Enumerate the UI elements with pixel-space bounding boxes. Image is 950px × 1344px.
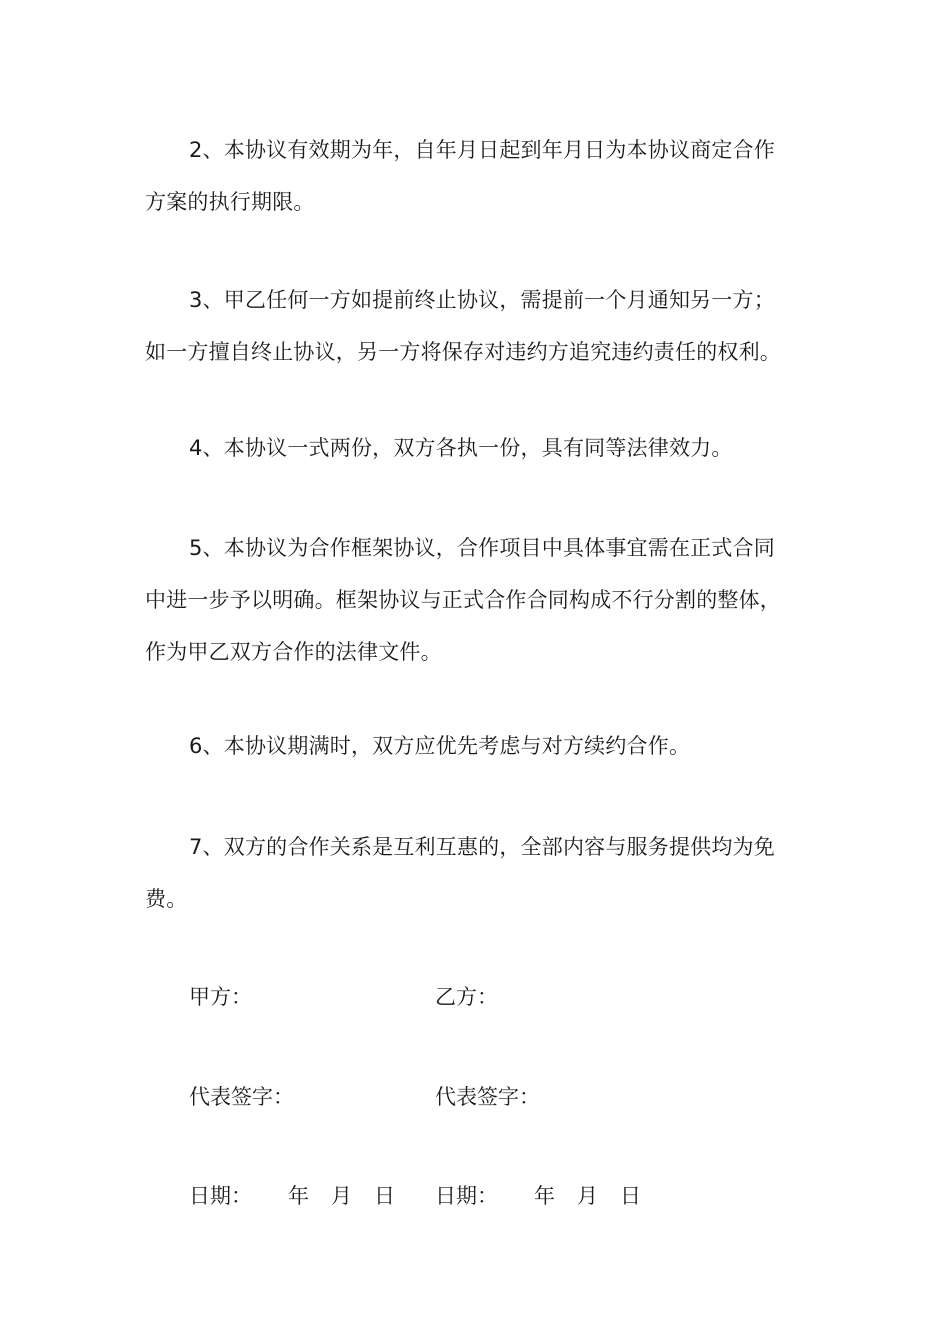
clause-5	[145, 522, 810, 678]
clause-2	[145, 124, 810, 228]
clause-line: 3、甲乙任何一方如提前终止协议，需提前一个月通知另一方；	[189, 288, 775, 312]
date-b-month: 月	[577, 1184, 598, 1208]
clause-6	[145, 720, 810, 772]
clause-line: 方案的执行期限。	[145, 190, 315, 214]
date-b-day: 日	[620, 1184, 641, 1208]
clause-line: 5、本协议为合作框架协议，合作项目中具体事宜需在正式合同	[189, 536, 775, 560]
date-a-label: 日期：	[189, 1184, 252, 1208]
clause-line: 2、本协议有效期为年，自年月日起到年月日为本协议商定合作	[189, 138, 775, 162]
date-b-year: 年	[534, 1184, 555, 1208]
date-a	[189, 1176, 395, 1216]
clause-line: 4、本协议一式两份，双方各执一份，具有同等法律效力。	[189, 436, 733, 460]
clause-line: 7、双方的合作关系是互利互惠的，全部内容与服务提供均为免	[189, 835, 775, 859]
date-a-month: 月	[331, 1184, 352, 1208]
clause-4	[145, 422, 810, 474]
rep-b-label: 代表签字：	[435, 1085, 540, 1109]
clause-line: 作为甲乙双方合作的法律文件。	[145, 640, 442, 664]
date-a-year: 年	[288, 1184, 309, 1208]
clause-7	[145, 821, 810, 925]
date-b	[435, 1176, 641, 1216]
date-a-day: 日	[374, 1184, 395, 1208]
clause-line: 6、本协议期满时，双方应优先考虑与对方续约合作。	[189, 734, 691, 758]
party-a-label: 甲方：	[189, 985, 252, 1009]
clause-3	[145, 274, 810, 378]
party-b-label: 乙方：	[435, 985, 498, 1009]
date-row	[189, 1176, 809, 1216]
clause-line: 如一方擅自终止协议，另一方将保存对违约方追究违约责任的权利。	[145, 340, 781, 364]
clause-line: 费。	[145, 887, 188, 911]
party-row	[189, 977, 809, 1017]
rep-a-label: 代表签字：	[189, 1085, 294, 1109]
representative-row	[189, 1077, 809, 1117]
date-b-label: 日期：	[435, 1184, 498, 1208]
clause-line: 中进一步予以明确。框架协议与正式合作合同构成不行分割的整体，	[145, 588, 781, 612]
